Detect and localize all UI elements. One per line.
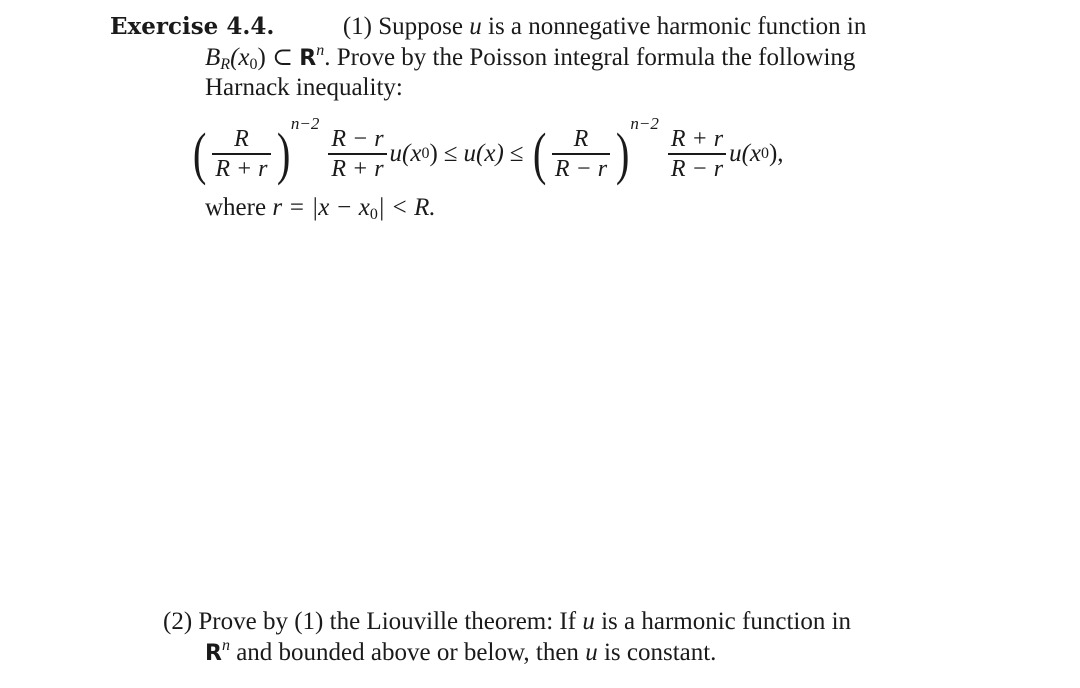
sub-zero: 0 [369, 206, 378, 223]
part2-line1 [163, 607, 851, 637]
part1-text: . Prove by the Poisson integral formula the following [324, 44, 856, 71]
ball-center: (x [230, 44, 250, 71]
dimension: n [221, 637, 230, 654]
leq-symbol: ≤ [509, 140, 524, 167]
where-expression: r = |x − x [272, 194, 370, 221]
part1-label: (1) [342, 13, 373, 40]
paren-left: ( [532, 121, 546, 186]
real-space: R [299, 46, 317, 71]
left-factor-fraction [328, 125, 386, 183]
ball-radius: R [220, 56, 231, 73]
paren-left: ( [192, 121, 207, 186]
where-line [205, 193, 436, 223]
var-u: u [469, 13, 482, 40]
leq-symbol: ≤ [443, 140, 458, 167]
var-u: u [585, 639, 598, 666]
ball-symbol: B [205, 44, 221, 71]
left-power [190, 114, 325, 186]
subset-symbol: ⊂ [272, 44, 294, 71]
denominator: R − r [554, 155, 608, 182]
u-x0: u(x [389, 140, 422, 167]
part2-text: and bounded above or below, then [236, 639, 579, 666]
dimension: n [316, 42, 325, 59]
var-u: u [582, 608, 595, 635]
numerator: R [234, 126, 249, 153]
part2-label: (2) [163, 608, 193, 635]
paren-right: ) [615, 121, 630, 186]
part2-text: is constant. [603, 639, 717, 666]
where-expression-end: | < R. [377, 194, 436, 221]
exponent: n−2 [630, 114, 659, 133]
part1-line1 [110, 12, 866, 42]
u-x0: u(x [729, 140, 761, 167]
right-factor-fraction [668, 125, 726, 183]
paren-close: ) [429, 140, 438, 167]
denominator: R + r [331, 155, 384, 182]
denominator: R + r [215, 155, 268, 182]
numerator: R [573, 126, 589, 153]
paren-right: ) [276, 121, 290, 186]
part2-text: is a harmonic function in [601, 608, 852, 635]
real-space: R [205, 641, 222, 666]
part2-text: Prove by (1) the Liouville theorem: If [198, 608, 577, 635]
center-sub: 0 [249, 56, 258, 73]
denominator: R − r [670, 155, 724, 182]
right-fraction [552, 125, 610, 183]
right-power [530, 114, 665, 186]
part1-text: Suppose [378, 13, 463, 40]
part1-line3 [205, 73, 403, 103]
harnack-label: Harnack inequality: [205, 74, 403, 101]
part1-line2 [205, 43, 855, 74]
part1-text: is a nonnegative harmonic function in [488, 13, 867, 40]
paren-close: ), [768, 140, 784, 167]
harnack-formula: ( $\frac{R}{R + r}$ ) n−2 $\frac{R - r}{R + r}$ u(x 0 ) ≤ u(x) ≤ ( $\frac{R}{R - r}$ ) n−2 $\frac{R + r}{R - r}$ u(x 0 ), [190, 116, 784, 192]
part2-line2 [205, 638, 716, 669]
where-word: where [205, 194, 267, 221]
paren-close: ) [257, 44, 266, 71]
exercise-title: Exercise 4.4. [110, 13, 275, 40]
exponent: n−2 [290, 114, 320, 133]
u-x: u(x) [463, 140, 504, 167]
numerator: R + r [670, 126, 724, 153]
numerator: R − r [331, 126, 384, 153]
left-fraction [212, 125, 270, 183]
